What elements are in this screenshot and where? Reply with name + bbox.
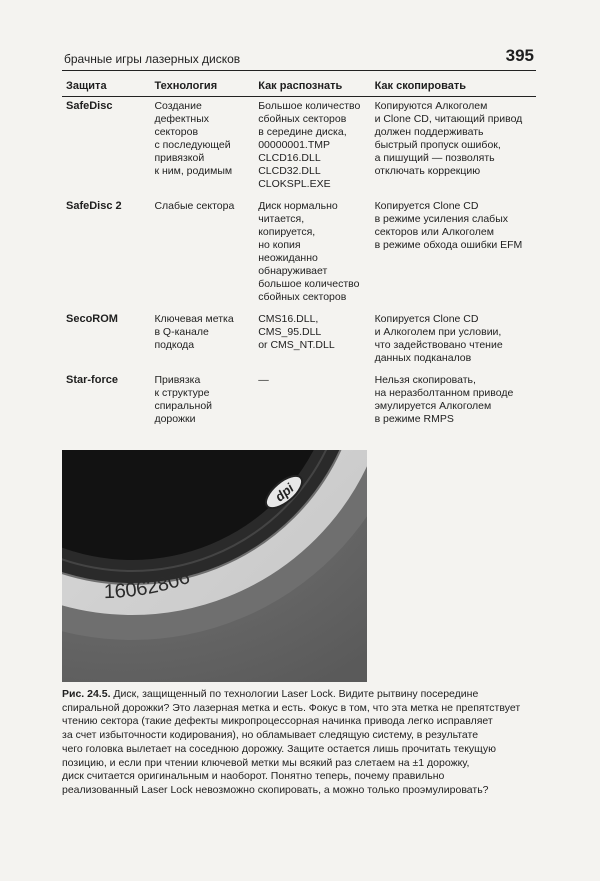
detect-cell bbox=[254, 97, 370, 198]
caption-line: диск считается оригинальным и наоборот. Понятно теперь, почему правильно bbox=[62, 770, 445, 783]
technology-line: в Q-канале bbox=[154, 326, 209, 338]
technology-line: подкода bbox=[154, 339, 195, 351]
technology-line: Привязка bbox=[154, 374, 201, 386]
column-header: Как распознать bbox=[254, 80, 370, 97]
detect-line: CLCD32.DLL bbox=[258, 165, 321, 177]
disc-serial-text: 16062806 bbox=[103, 566, 193, 604]
table-header-row bbox=[62, 80, 536, 97]
disc-logo-text: dpi bbox=[272, 480, 297, 505]
detect-line: CLOKSPL.EXE bbox=[258, 178, 331, 190]
caption-line: чтению сектора (такие дефекты микропроцессорная начинка привода легко исправляет bbox=[62, 715, 493, 728]
copy-line: что задействовано чтение bbox=[374, 339, 503, 351]
table-row bbox=[62, 197, 536, 310]
detect-line: Большое количество bbox=[258, 100, 361, 112]
table-row bbox=[62, 97, 536, 198]
detect-cell bbox=[254, 371, 370, 432]
technology-line: с последующей bbox=[154, 139, 231, 151]
technology-line: к ним, родимым bbox=[154, 165, 233, 177]
copy-cell bbox=[371, 371, 536, 432]
copy-line: Копируются Алкоголем bbox=[374, 100, 488, 112]
technology-cell bbox=[150, 371, 254, 432]
technology-line: к структуре bbox=[154, 387, 210, 399]
caption-line: чего головка вылетает на соседнюю дорожку. Защите остается лишь прочитать текущую bbox=[62, 742, 497, 755]
copy-line: должен поддерживать bbox=[374, 126, 484, 138]
detect-line: читается, bbox=[258, 213, 305, 225]
table-row bbox=[62, 371, 536, 432]
technology-cell bbox=[150, 310, 254, 371]
caption-line: Диск, защищенный по технологии Laser Lock. Видите рытвину посередине bbox=[113, 688, 479, 700]
running-title: брачные игры лазерных дисков bbox=[64, 52, 241, 66]
technology-cell bbox=[150, 197, 254, 310]
copy-line: быстрый пропуск ошибок, bbox=[374, 139, 501, 151]
copy-line: Нельзя скопировать, bbox=[374, 374, 476, 386]
column-header: Защита bbox=[62, 80, 150, 97]
technology-line: Слабые сектора bbox=[154, 200, 235, 212]
copy-line: и Алкоголем при условии, bbox=[374, 326, 502, 338]
technology-line: дорожки bbox=[154, 413, 196, 425]
copy-line: на неразболтанном приводе bbox=[374, 387, 514, 399]
detect-line: сбойных секторов bbox=[258, 113, 347, 125]
protection-table bbox=[62, 80, 536, 432]
table-body bbox=[62, 97, 536, 433]
detect-line: — bbox=[258, 374, 269, 386]
table-row bbox=[62, 310, 536, 371]
copy-cell bbox=[371, 197, 536, 310]
technology-cell bbox=[150, 97, 254, 198]
page-header bbox=[62, 46, 536, 71]
detect-line: CMS_95.DLL bbox=[258, 326, 322, 338]
detect-line: обнаруживает bbox=[258, 265, 328, 277]
detect-line: в середине диска, bbox=[258, 126, 347, 138]
technology-line: секторов bbox=[154, 126, 199, 138]
technology-line: Ключевая метка bbox=[154, 313, 234, 325]
copy-line: эмулируется Алкоголем bbox=[374, 400, 492, 412]
detect-line: но копия bbox=[258, 239, 301, 251]
protection-name: SafeDisc bbox=[66, 100, 113, 112]
protection-name: Star-force bbox=[66, 374, 118, 386]
copy-line: в режиме RMPS bbox=[374, 413, 454, 425]
copy-cell bbox=[371, 97, 536, 198]
detect-cell bbox=[254, 310, 370, 371]
detect-line: неожиданно bbox=[258, 252, 318, 264]
copy-line: а пишущий — позволять bbox=[374, 152, 495, 164]
technology-line: спиральной bbox=[154, 400, 213, 412]
caption-line: реализованный Laser Lock невозможно скопировать, а можно только проэмулировать? bbox=[62, 783, 489, 796]
copy-line: Копируется Clone CD bbox=[374, 200, 479, 212]
caption-line: спиральной дорожки? Это лазерная метка и есть. Фокус в том, что эта метка не препятствует bbox=[62, 701, 521, 714]
detect-line: CLCD16.DLL bbox=[258, 152, 321, 164]
protection-name: SecoROM bbox=[66, 313, 118, 325]
detect-line: Диск нормально bbox=[258, 200, 338, 212]
disc-photo bbox=[62, 450, 367, 682]
detect-line: CMS16.DLL, bbox=[258, 313, 319, 325]
figure-caption bbox=[62, 688, 542, 798]
copy-line: в режиме обхода ошибки EFM bbox=[374, 239, 523, 251]
copy-line: Копируется Clone CD bbox=[374, 313, 479, 325]
detect-cell bbox=[254, 197, 370, 310]
copy-line: в режиме усиления слабых bbox=[374, 213, 508, 225]
column-header: Технология bbox=[150, 80, 254, 97]
detect-line: or CMS_NT.DLL bbox=[258, 339, 335, 351]
technology-line: привязкой bbox=[154, 152, 205, 164]
copy-cell bbox=[371, 310, 536, 371]
caption-line: за счет избыточности кодирования), но обламывает следящую систему, в результате bbox=[62, 729, 479, 742]
caption-label: Рис. 24.5. bbox=[62, 688, 111, 700]
detect-line: копируется, bbox=[258, 226, 316, 238]
detect-line: большое количество bbox=[258, 278, 360, 290]
detect-line: 00000001.TMP bbox=[258, 139, 331, 151]
copy-line: данных подканалов bbox=[374, 352, 472, 364]
copy-line: секторов или Алкоголем bbox=[374, 226, 494, 238]
detect-line: сбойных секторов bbox=[258, 291, 347, 303]
copy-line: отключать коррекцию bbox=[374, 165, 481, 177]
page-number: 395 bbox=[505, 46, 534, 65]
copy-line: и Clone CD, читающий привод bbox=[374, 113, 523, 125]
column-header: Как скопировать bbox=[371, 80, 536, 97]
technology-line: дефектных bbox=[154, 113, 209, 125]
protection-name: SafeDisc 2 bbox=[66, 200, 122, 212]
technology-line: Создание bbox=[154, 100, 202, 112]
disc-photo-svg bbox=[62, 450, 367, 682]
caption-line: позицию, и если при чтении ключевой метки мы всякий раз слетаем на ±1 дорожку, bbox=[62, 756, 470, 769]
